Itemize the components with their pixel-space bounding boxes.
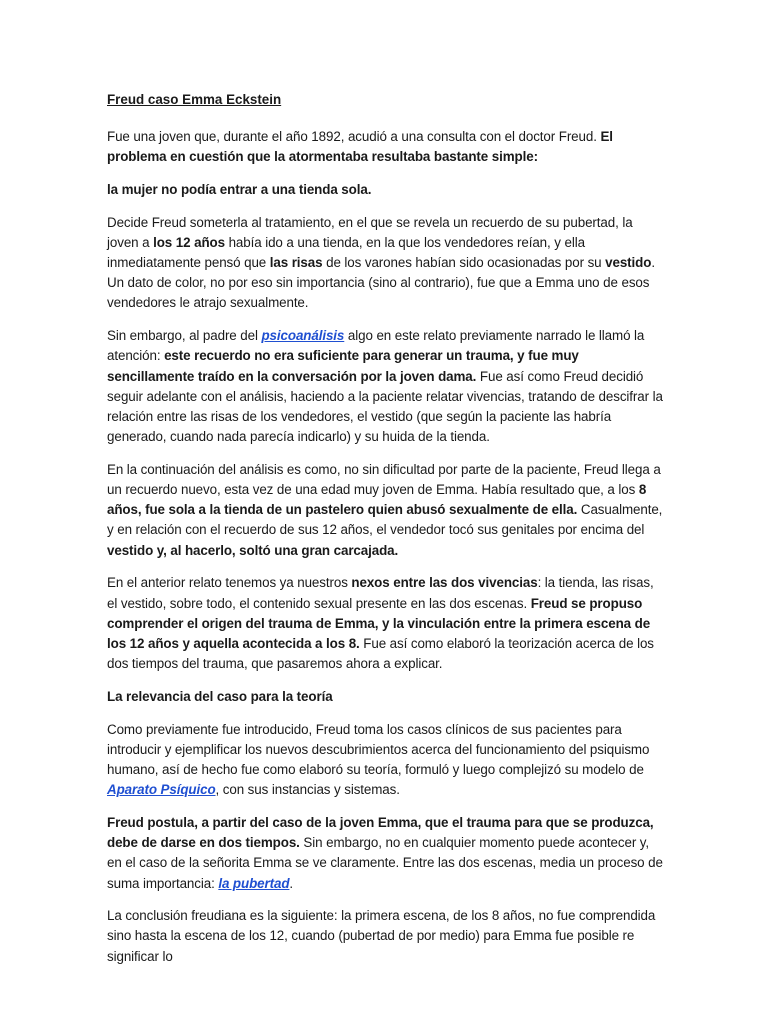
bold-run: los 12 años [153,234,225,250]
text-run: Sin embargo, al padre del [107,328,262,344]
text-run: , con sus instancias y sistemas. [215,782,400,798]
text-run: Sin embargo, no en cualquier momento puede acontecer y, en el caso de la señorita Emma se ve claramente. Entre las dos escenas, media un proceso de suma importancia: [107,835,663,891]
bold-run: vestido [605,255,652,271]
bold-run: Freud postula, a partir del caso de la joven Emma, que el trauma para que se produzca, debe de darse en dos tiempos. [107,814,654,851]
bold-run: las risas [269,255,323,271]
text-run: La conclusión freudiana es la siguiente: la primera escena, de los 8 años, no fue comprendida sino hasta la escena de los 12, cuando (pubertad de por medio) para Emma fue posible re significar lo [107,908,656,964]
text-run: : la tienda, las risas, el vestido, sobre todo, el contenido sexual presente en las dos escenas. [107,575,654,611]
section-heading [107,687,664,707]
bold-run: este recuerdo no era suficiente para generar un trauma, y fue muy sencillamente traído en la conversación por la joven dama. [107,348,579,384]
text-run: Fue una joven que, durante el año 1892, acudió a una consulta con el doctor Freud. [107,129,601,144]
paragraph-1 [107,127,664,167]
paragraph-4 [107,326,664,447]
heading-text: La relevancia del caso para la teoría [107,688,333,704]
link-aparato-psiquico[interactable]: Aparato Psíquico [107,782,216,798]
text-run: Casualmente, y en relación con el recuerdo de sus 12 años, el vendedor tocó sus genitales por encima del [107,502,663,538]
bold-run: vestido y, al hacerlo, soltó una gran carcajada. [107,542,399,558]
text-run: algo en este relato previamente narrado le llamó la atención: [107,328,645,364]
paragraph-9 [107,906,664,967]
document-title: Freud caso Emma Eckstein [107,92,282,107]
text-run: Fue así como Freud decidió seguir adelante con el análisis, haciendo a la paciente relatar vivencias, tratando de descifrar la relación entre las risas de los vendedores, el vestido (que según la paciente las habría generado, cuando nada parecía indicarlo) y su huida de la tienda. [107,368,663,445]
paragraph-5 [107,460,664,561]
paragraph-3 [107,213,664,314]
text-run: En la continuación del análisis es como, no sin dificultad por parte de la paciente, Freud llega a un recuerdo nuevo, esta vez de una edad muy joven de Emma. Había resultado que, a los [107,461,661,498]
paragraph-8 [107,813,664,894]
text-run: Como previamente fue introducido, Freud toma los casos clínicos de sus pacientes para introducir y ejemplificar los nuevos descubrimientos acerca del funcionamiento del psiquismo humano, así de hecho fue como elaboró su teoría, formuló y luego complejizó su modelo de [107,721,650,777]
bold-run: la mujer no podía entrar a una tienda sola. [107,181,372,197]
bold-run: nexos entre las dos vivencias [351,575,538,591]
text-run: En el anterior relato tenemos ya nuestros [107,575,352,591]
text-run: Decide Freud someterla al tratamiento, en el que se revela un recuerdo de su pubertad, la joven a [107,214,633,250]
bold-run: 8 años, fue sola a la tienda de un pastelero quien abusó sexualmente de ella. [107,482,647,518]
text-run: había ido a una tienda, en la que los vendedores reían, y ella inmediatamente pensó que [107,234,585,271]
link-la-pubertad[interactable]: la pubertad [218,875,290,891]
text-run: Fue así como elaboró la teorización acerca de los dos tiempos del trauma, que pasaremos ahora a explicar. [107,635,654,672]
bold-run: El problema en cuestión que la atormentaba resultaba bastante simple: [107,129,613,165]
paragraph-6 [107,573,664,674]
text-run: . Un dato de color, no por eso sin importancia (sino al contrario), fue que a Emma uno de esos vendedores le atrajo sexualmente. [107,255,655,311]
paragraph-7 [107,720,664,801]
text-run: de los varones habían sido ocasionadas por su [322,255,606,271]
link-psicoanalisis[interactable]: psicoanálisis [261,328,345,344]
text-run: . [289,875,294,891]
paragraph-2 [107,180,664,200]
bold-run: Freud se propuso comprender el origen del trauma de Emma, y la vinculación entre la primera escena de los 12 años y aquella acontecida a los 8. [107,595,651,651]
